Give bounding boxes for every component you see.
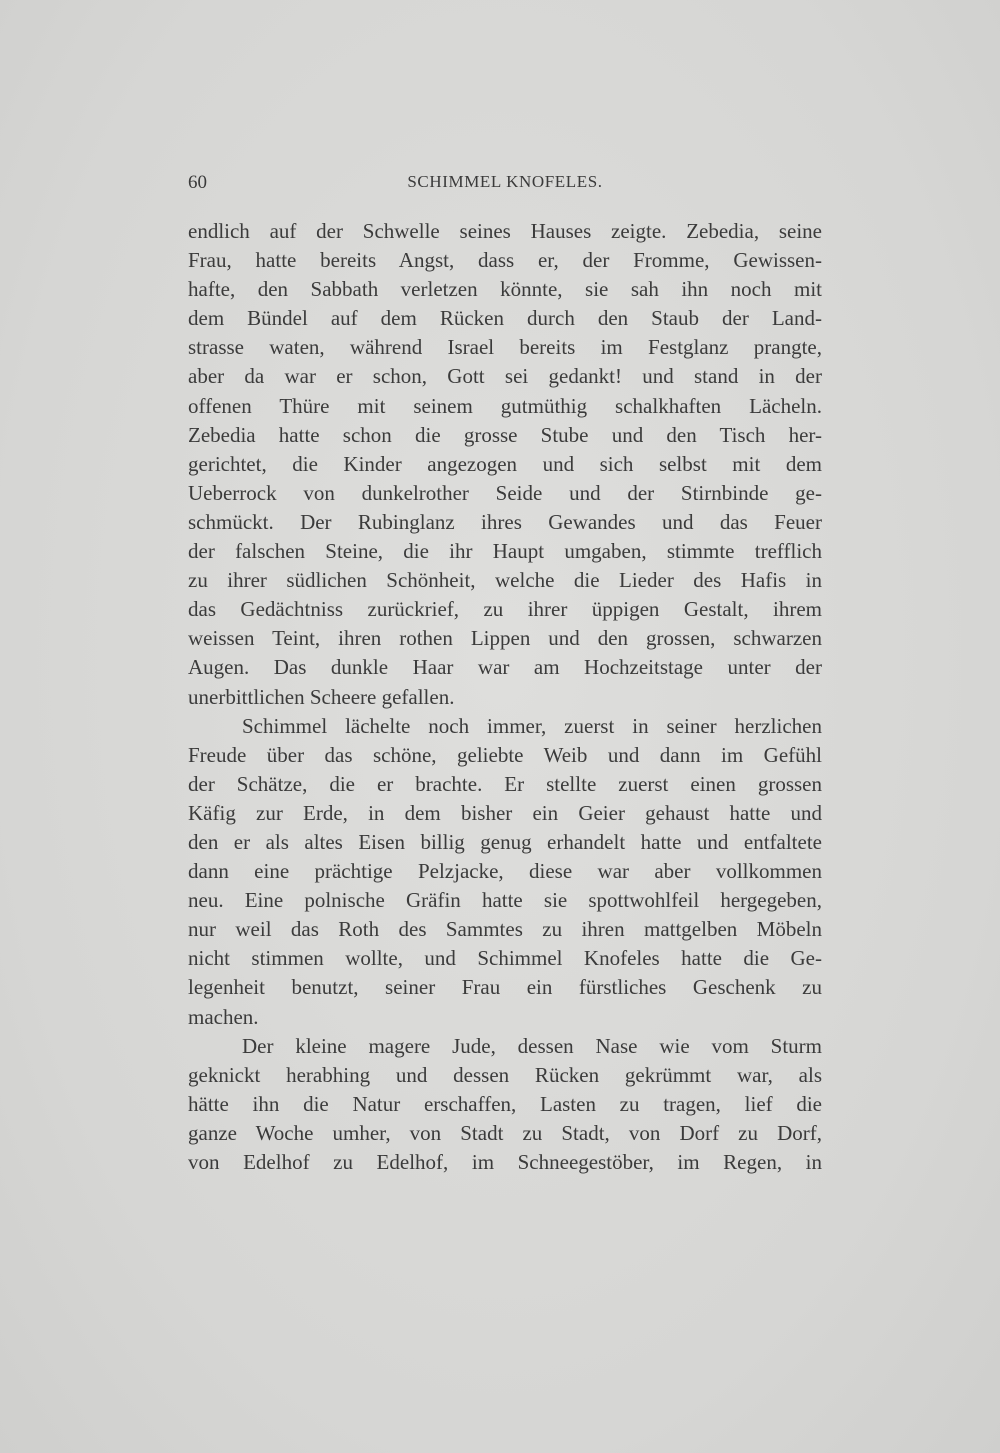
text-line: aber da war er schon, Gott sei gedankt! und stand in der (188, 364, 822, 389)
text-line: neu. Eine polnische Gräfin hatte sie spottwohlfeil hergegeben, (188, 888, 822, 913)
body-text (188, 217, 822, 1177)
text-line: legenheit benutzt, seiner Frau ein fürstliches Geschenk zu (188, 975, 822, 1000)
paragraph-end-line: machen. (188, 1004, 259, 1029)
page-header (188, 172, 822, 202)
text-line: hafte, den Sabbath verletzen könnte, sie sah ihn noch mit (188, 277, 822, 302)
text-line: dem Bündel auf dem Rücken durch den Staub der Land- (188, 306, 822, 331)
text-line: dann eine prächtige Pelzjacke, diese war aber vollkommen (188, 859, 822, 884)
text-line: zu ihrer südlichen Schönheit, welche die Lieder des Hafis in (188, 568, 822, 593)
text-line: endlich auf der Schwelle seines Hauses zeigte. Zebedia, seine (188, 219, 822, 243)
paragraph-start-line: Schimmel lächelte noch immer, zuerst in seiner herzlichen (242, 713, 822, 738)
paragraph-end-line: unerbittlichen Scheere gefallen. (188, 684, 455, 709)
text-line: Ueberrock von dunkelrother Seide und der Stirnbinde ge- (188, 480, 822, 505)
paragraph-start-line: Der kleine magere Jude, dessen Nase wie vom Sturm (242, 1033, 822, 1058)
running-title: SCHIMMEL KNOFELES. (407, 172, 603, 191)
text-line: Freude über das schöne, geliebte Weib und dann im Gefühl (188, 742, 822, 767)
text-line: der falschen Steine, die ihr Haupt umgaben, stimmte trefflich (188, 539, 822, 564)
page-number: 60 (188, 172, 207, 193)
text-line: nur weil das Roth des Sammtes zu ihren mattgelben Möbeln (188, 917, 822, 942)
text-line: von Edelhof zu Edelhof, im Schneegestöber, im Regen, in (188, 1150, 822, 1174)
text-line: nicht stimmen wollte, und Schimmel Knofeles hatte die Ge- (188, 946, 822, 971)
text-line: gerichtet, die Kinder angezogen und sich selbst mit dem (188, 451, 822, 476)
text-line: weissen Teint, ihren rothen Lippen und den grossen, schwarzen (188, 626, 822, 651)
text-line: offenen Thüre mit seinem gutmüthig schalkhaften Lächeln. (188, 393, 822, 418)
text-line: Käfig zur Erde, in dem bisher ein Geier gehaust hatte und (188, 800, 822, 825)
text-line: ganze Woche umher, von Stadt zu Stadt, von Dorf zu Dorf, (188, 1120, 822, 1145)
text-line: Zebedia hatte schon die grosse Stube und den Tisch her- (188, 422, 822, 447)
text-line: schmückt. Der Rubinglanz ihres Gewandes und das Feuer (188, 509, 822, 534)
text-line: strasse waten, während Israel bereits im Festglanz prangte, (188, 335, 822, 360)
text-line: hätte ihn die Natur erschaffen, Lasten zu tragen, lief die (188, 1091, 822, 1116)
text-line: das Gedächtniss zurückrief, zu ihrer üppigen Gestalt, ihrem (188, 597, 822, 622)
text-line: Augen. Das dunkle Haar war am Hochzeitstage unter der (188, 655, 822, 680)
text-line: den er als altes Eisen billig genug erhandelt hatte und entfaltete (188, 829, 822, 854)
text-line: geknickt herabhing und dessen Rücken gekrümmt war, als (188, 1062, 822, 1087)
text-line: der Schätze, die er brachte. Er stellte zuerst einen grossen (188, 771, 822, 796)
text-line: Frau, hatte bereits Angst, dass er, der Fromme, Gewissen- (188, 248, 822, 273)
